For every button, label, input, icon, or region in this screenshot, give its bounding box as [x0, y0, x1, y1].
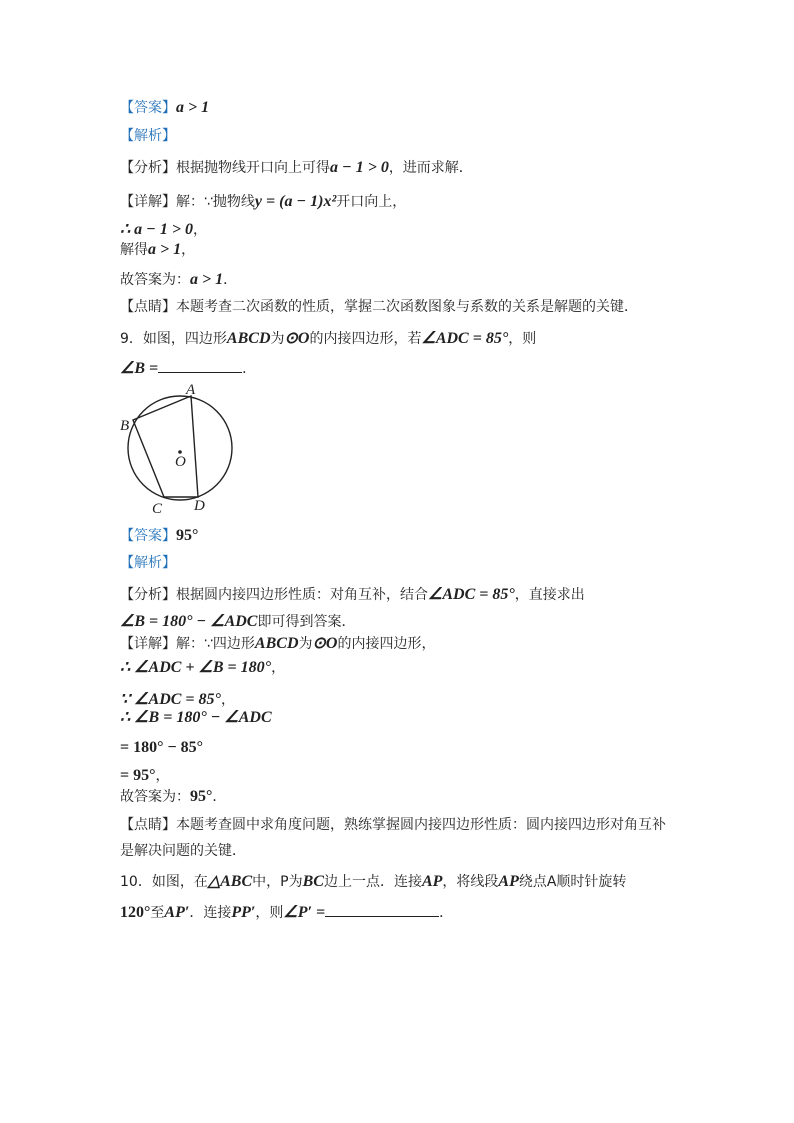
detail-abcd: ABCD: [254, 635, 299, 652]
q9-answer-line: [120, 526, 198, 546]
q10-f: 至: [150, 905, 165, 921]
fenxi-text: 根据抛物线开口向上可得: [176, 160, 330, 176]
fenxi-end: ，直接求出: [514, 587, 585, 603]
answer-tag: 【答案】: [120, 528, 176, 544]
q10-tri: △ABC: [207, 873, 253, 890]
q9-angle: ∠ADC = 85°: [421, 330, 509, 347]
q10-bc: BC: [302, 873, 324, 890]
detail-text: 解：∵抛物线: [176, 194, 255, 210]
detail-tag: 【详解】: [120, 636, 176, 652]
detail-expr: y = (a − 1)x²: [254, 193, 337, 210]
q9-analysis-line: [120, 553, 176, 573]
q9-abcd: ABCD: [226, 330, 271, 347]
final-expr: a > 1: [190, 271, 224, 288]
q9-ask-expr: ∠B =: [120, 360, 159, 377]
comment-text: 本题考查二次函数的性质，掌握二次函数图象与系数的关系是解题的关键．: [176, 299, 638, 315]
comment-tag: 【点睛】: [120, 299, 176, 315]
label-c: C: [152, 501, 163, 516]
q10-h: ，则: [255, 905, 284, 921]
q9-detail-line: [120, 634, 435, 654]
q9-comment: [120, 815, 666, 835]
comment-text2: 是解决问题的关键．: [120, 843, 246, 859]
q8-answer-line: [120, 98, 209, 118]
q9-stem-a: 9．如图，四边形: [120, 331, 227, 347]
q10-g: ．连接: [189, 905, 232, 921]
detail-text: 解：∵四边形: [176, 636, 255, 652]
final-label: 故答案为：: [120, 789, 190, 805]
step5-end: ，: [155, 768, 170, 784]
q10-stem2: [120, 902, 453, 923]
q8-step2: [120, 240, 195, 260]
circle-quadrilateral-figure: [118, 382, 242, 516]
detail-end: 开口向上，: [336, 194, 407, 210]
q9-step3: [120, 708, 272, 728]
q9-fenxi-line: [120, 585, 585, 605]
q9-final: [120, 787, 226, 807]
answer-expr: a > 1: [176, 99, 210, 116]
step5-expr: = 95°: [120, 767, 156, 784]
q10-e: 绕点A顺时针旋转: [518, 874, 627, 890]
fenxi-expr: ∠ADC = 85°: [428, 586, 515, 603]
q9-stem-c: 的内接四边形，若: [309, 331, 422, 347]
fenxi-tag: 【分析】: [120, 160, 176, 176]
step2-expr: ∵ ∠ADC = 85°: [120, 691, 221, 708]
q10-c: 边上一点．连接: [323, 874, 422, 890]
fenxi-end2: 即可得到答案．: [257, 614, 356, 630]
comment-tag: 【点睛】: [120, 817, 176, 833]
q9-circle: ⊙O: [284, 330, 310, 347]
fenxi-expr2: ∠B = 180° − ∠ADC: [120, 613, 258, 630]
fenxi-text: 根据圆内接四边形性质：对角互补，结合: [176, 587, 428, 603]
label-o: O: [175, 454, 186, 470]
step2-end: ，: [181, 242, 196, 258]
answer-tag: 【答案】: [120, 100, 176, 116]
q8-final: [120, 270, 237, 290]
q9-ask: [120, 358, 256, 379]
detail-b: 为: [298, 636, 313, 652]
step3-expr: ∴ ∠B = 180° − ∠ADC: [120, 709, 272, 726]
final-expr: 95°: [190, 788, 213, 805]
q8-detail-line: [120, 192, 406, 212]
q10-app: AP′: [164, 904, 190, 921]
q9-stem-end: ．: [242, 361, 257, 377]
q9-stem-b: 为: [270, 331, 285, 347]
q9-comment2: [120, 841, 246, 861]
step1-expr: ∴ a − 1 > 0: [120, 221, 193, 238]
answer-expr: 95°: [176, 527, 199, 544]
q10-angle: ∠P′ =: [283, 904, 326, 921]
detail-end: 的内接四边形，: [337, 636, 436, 652]
q10-deg: 120°: [120, 904, 151, 921]
q10-d: ，将线段: [442, 874, 499, 890]
q10-ap: AP: [421, 873, 443, 890]
q10-ppp: PP′: [231, 904, 256, 921]
step1-end: ，: [193, 222, 207, 238]
step2-expr: a > 1: [148, 241, 182, 258]
answer-blank[interactable]: [158, 358, 242, 373]
q10-stem: [120, 872, 626, 892]
label-b: B: [120, 418, 130, 434]
step1-end: ，: [271, 660, 286, 676]
q8-comment: [120, 297, 638, 317]
q8-analysis-line: [120, 126, 176, 146]
final-end: ．: [212, 789, 227, 805]
final-label: 故答案为：: [120, 272, 190, 288]
q10-b: 中，P为: [252, 874, 303, 890]
comment-text1: 本题考查圆中求角度问题，熟练掌握圆内接四边形性质：圆内接四边形对角互补: [176, 817, 666, 833]
final-end: ．: [223, 272, 238, 288]
fenxi-tag: 【分析】: [120, 587, 176, 603]
q9-step5: [120, 766, 170, 786]
q9-stem-d: ，则: [508, 331, 537, 347]
q10-a: 10．如图，在: [120, 874, 208, 890]
q9-fenxi-line2: [120, 612, 355, 632]
detail-circle: ⊙O: [312, 635, 338, 652]
q8-fenxi-line: [120, 158, 473, 178]
q8-step1: [120, 220, 207, 240]
q9-step2: [120, 690, 235, 710]
fenxi-end: ，进而求解．: [388, 160, 473, 176]
answer-blank[interactable]: [325, 902, 439, 917]
analysis-tag: 【解析】: [120, 555, 176, 571]
step1-expr: ∴ ∠ADC + ∠B = 180°: [120, 659, 272, 676]
detail-tag: 【详解】: [120, 194, 176, 210]
label-d: D: [194, 498, 205, 514]
fenxi-expr: a − 1 > 0: [330, 159, 389, 176]
step2-label: 解得: [120, 242, 148, 258]
q10-end: ．: [439, 905, 454, 921]
analysis-tag: 【解析】: [120, 128, 176, 144]
q10-ap2: AP: [498, 873, 519, 890]
q9-step4: [120, 738, 203, 758]
step4-expr: = 180° − 85°: [120, 739, 204, 756]
label-a: A: [186, 382, 196, 398]
step2-end: ，: [220, 692, 235, 708]
q9-stem: [120, 329, 536, 349]
q9-step1: [120, 658, 285, 678]
